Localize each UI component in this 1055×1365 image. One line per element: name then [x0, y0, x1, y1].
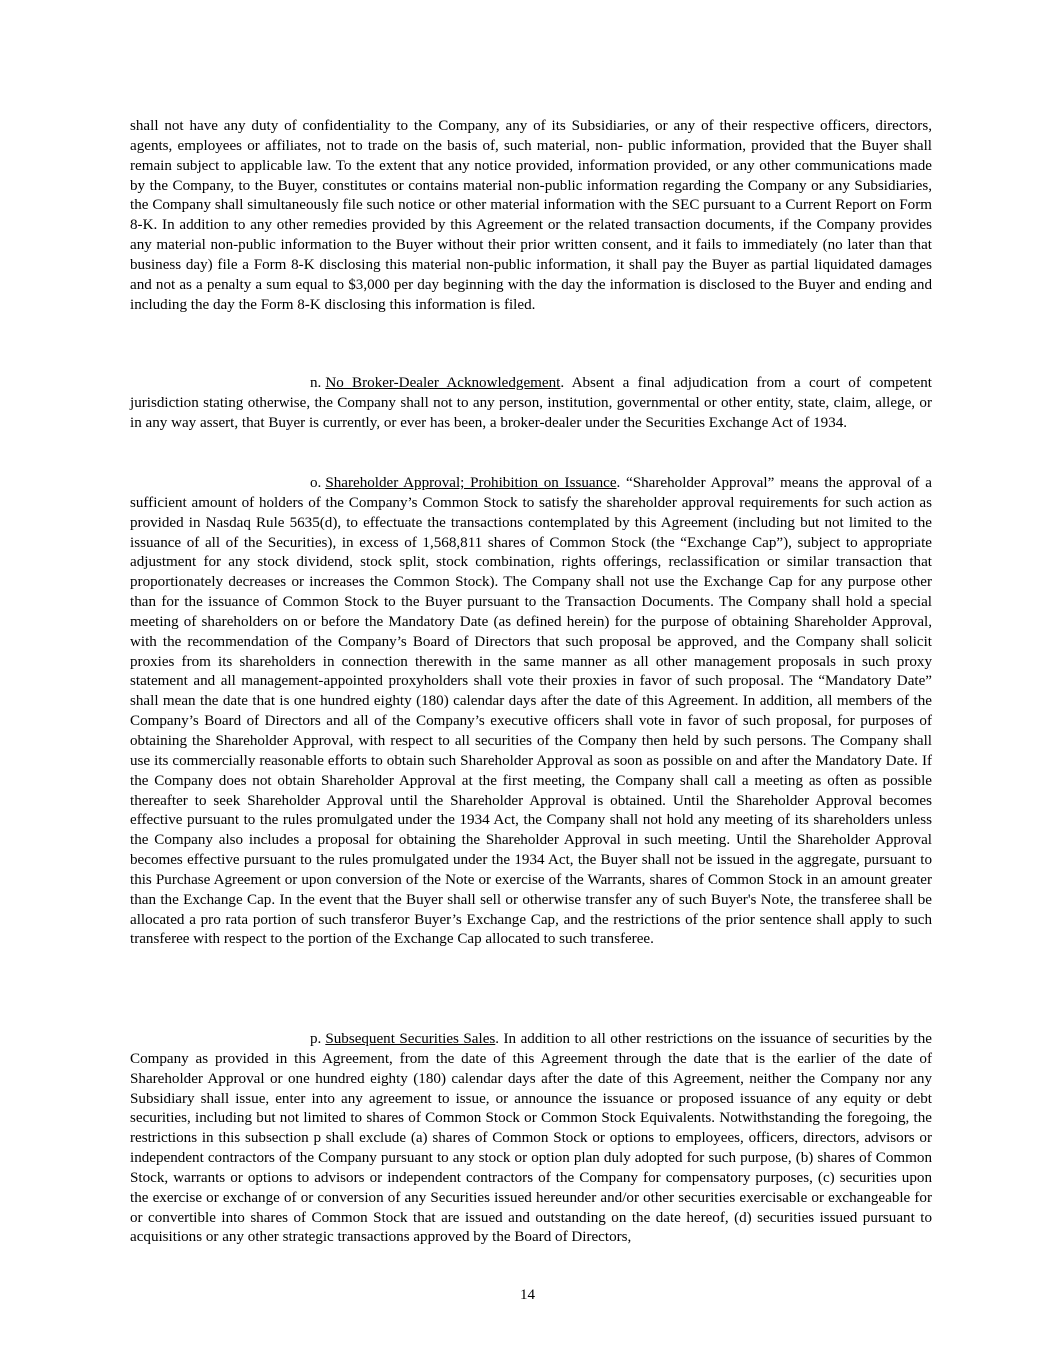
section-o-heading: Shareholder Approval; Prohibition on Issuance: [325, 475, 617, 491]
section-n-body: . Absent a final adjudication from a court of competent jurisdiction stating otherwise, the Company shall not to any person, institution, governmental or other entity, state, claim, allege, or in any way assert, that Buyer is currently, or ever has been, a broker-dealer under the Securities Exchange Act of 1934.: [130, 375, 932, 431]
section-p-heading: Subsequent Securities Sales: [325, 1031, 496, 1047]
section-n-heading: No Broker-Dealer Acknowledgement: [325, 375, 561, 391]
section-p-body: . In addition to all other restrictions on the issuance of securities by the Company as provided in this Agreement, from the date of this Agreement through the date that is the earlier of the date of Shareholder Approval or one hundred eighty (180) calendar days after the date of this Agreement, neither the Company nor any Subsidiary shall issue, enter into any agreement to issue, or announce the issuance or proposed issuance of any equity or debt securities, including but not limited to shares of Common Stock or Common Stock Equivalents. Notwithstanding the foregoing, the restrictions in this subsection p shall exclude (a) shares of Common Stock or options to employees, officers, directors, advisors or independent contractors of the Company pursuant to any stock or option plan duly adopted for such purpose, (b) shares of Common Stock, warrants or options to advisors or independent contractors of the Company for compensatory purposes, (c) securities upon the exercise or exchange of or conversion of any Securities issued hereunder and/or other securities exercisable or exchangeable for or convertible into shares of Common Stock that are issued and outstanding on the date hereof, (d) securities issued pursuant to acquisitions or any other strategic transactions approved by the Board of Directors,: [130, 1031, 932, 1246]
section-o-letter: o.: [310, 475, 322, 491]
section-o-body: . “Shareholder Approval” means the approval of a sufficient amount of holders of the Company’s Common Stock to satisfy the shareholder approval requirements for such action as provided in Nasdaq Rule 5635(d), to effectuate the transactions contemplated by this Agreement (including but not limited to the issuance of all of the Securities), in excess of 1,568,811 shares of Common Stock (the “Exchange Cap”), subject to appropriate adjustment for any stock dividend, stock split, stock combination, rights offerings, reclassification or similar transaction that proportionately decreases or increases the Common Stock). The Company shall not use the Exchange Cap for any purpose other than for the issuance of Common Stock to the Buyer pursuant to the Transaction Documents. The Company shall hold a special meeting of shareholders on or before the Mandatory Date (as defined herein) for the purpose of obtaining Shareholder Approval, with the recommendation of the Company’s Board of Directors that such proposal be approved, and the Company shall solicit proxies from its shareholders in connection therewith in the same manner as all other management proposals in such proxy statement and all management-appointed proxyholders shall vote their proxies in favor of such proposal. The “Mandatory Date” shall mean the date that is one hundred eighty (180) calendar days after the date of this Agreement. In addition, all members of the Company’s Board of Directors and all of the Company’s executive officers shall vote in favor of such proposal, for purposes of obtaining the Shareholder Approval, with respect to all securities of the Company then held by such persons. The Company shall use its commercially reasonable efforts to obtain such Shareholder Approval as soon as possible on and after the Mandatory Date. If the Company does not obtain Shareholder Approval at the first meeting, the Company shall call a meeting as often as possible thereafter to seek Shareholder Approval until the Shareholder Approval is obtained. Until the Shareholder Approval becomes effective pursuant to the rules promulgated under the 1934 Act, the Company shall not hold any meeting of its shareholders unless the Company also includes a proposal for obtaining the Shareholder Approval in such meeting. Until the Shareholder Approval becomes effective pursuant to the rules promulgated under the 1934 Act, the Buyer shall not be issued in the aggregate, pursuant to this Purchase Agreement or upon conversion of the Note or exercise of the Warrants, shares of Common Stock in an amount greater than the Exchange Cap. In the event that the Buyer shall sell or otherwise transfer any of such Buyer's Note, the transferee shall be allocated a pro rata portion of such transferor Buyer’s Exchange Cap, and the restrictions of the prior sentence shall apply to such transferee with respect to the portion of the Exchange Cap allocated to such transferee.: [130, 475, 932, 948]
section-n-letter: n.: [310, 375, 322, 391]
page-number: 14: [520, 1287, 535, 1303]
section-p-letter: p.: [310, 1031, 322, 1047]
section-p: [130, 1030, 932, 1248]
section-o: [130, 474, 932, 950]
section-n: [130, 374, 932, 434]
continued-paragraph: shall not have any duty of confidentiality to the Company, any of its Subsidiaries, or any of their respective officers, directors, agents, employees or affiliates, not to trade on the basis of, such material, non- public information, provided that the Buyer shall remain subject to applicable law. To the extent that any notice provided, information provided, or any other communications made by the Company, to the Buyer, constitutes or contains material non-public information regarding the Company or any Subsidiaries, the Company shall simultaneously file such notice or other material information with the SEC pursuant to a Current Report on Form 8-K. In addition to any other remedies provided by this Agreement or the related transaction documents, if the Company provides any material non-public information to the Buyer without their prior written consent, and it fails to immediately (no later than that business day) file a Form 8-K disclosing this material non-public information, it shall pay the Buyer as partial liquidated damages and not as a penalty a sum equal to $3,000 per day beginning with the day the information is disclosed to the Buyer and ending and including the day the Form 8-K disclosing this information is filed.: [130, 118, 932, 313]
